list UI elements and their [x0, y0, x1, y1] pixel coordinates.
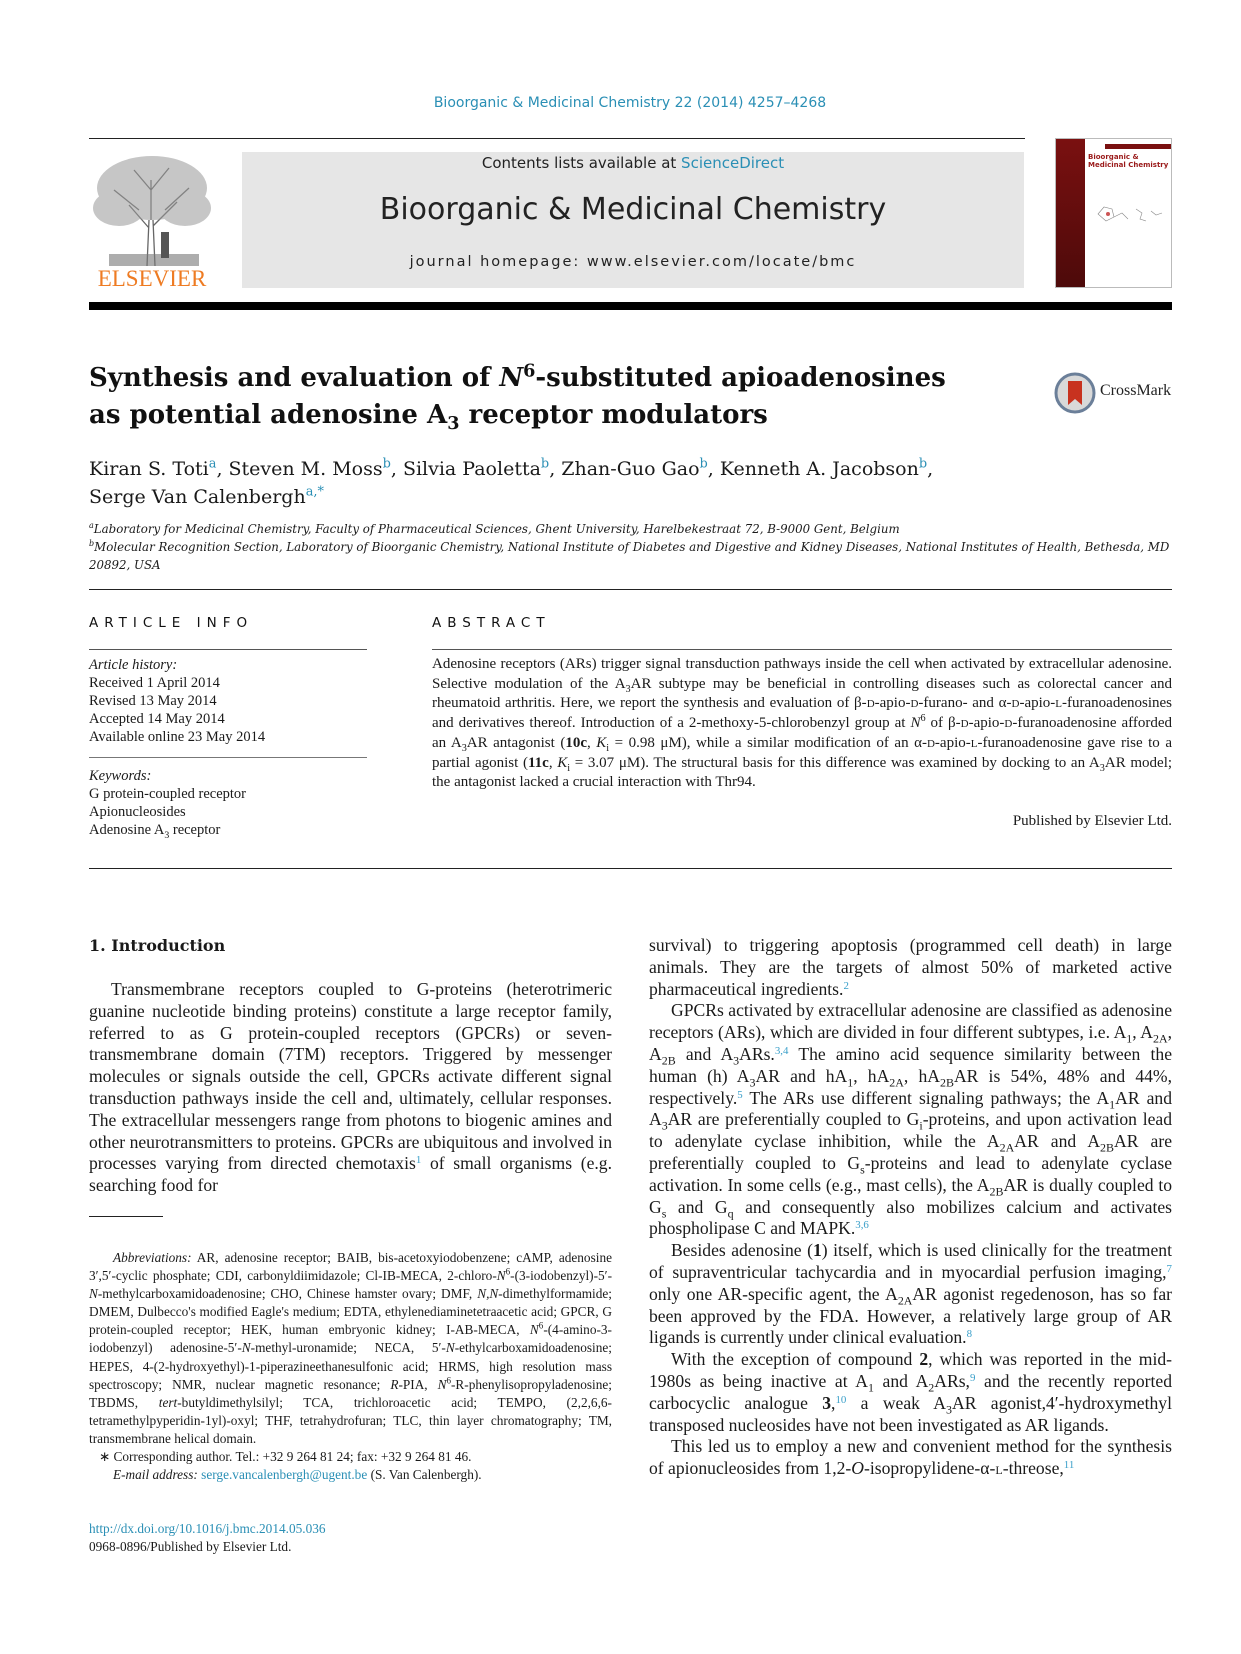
affiliation-marker[interactable]: a,*	[305, 484, 324, 500]
abstract-rule	[432, 649, 1172, 650]
text-run: Molecular Recognition Section, Laboratory of Bioorganic Chemistry, National Institute of Diabetes and Digestive and Kidney Diseases, National Institutes of Health, Bethesda, MD 20892, USA	[89, 540, 1170, 572]
affiliation-marker[interactable]: b	[699, 456, 708, 472]
text-run: d	[960, 715, 969, 732]
text-run: ARs,	[934, 1370, 970, 1391]
text-run: O	[851, 1458, 864, 1479]
text-run: -(3-iodobenzyl)-5′-	[510, 1268, 612, 1284]
affiliation-marker[interactable]: b	[540, 456, 550, 472]
text-run: 3	[946, 1402, 952, 1417]
abstract-heading: ABSTRACT	[432, 615, 551, 631]
text-run: 2B	[1100, 1140, 1114, 1155]
text-run: , Silvia Paoletta	[390, 458, 541, 480]
text-run: R	[390, 1376, 399, 1392]
text-run: ,	[548, 754, 558, 771]
text-run: , hA	[903, 1065, 940, 1086]
text-run: , which was reported in the mid-1980s as being inactive at A	[649, 1349, 1172, 1391]
affiliation-marker[interactable]: a	[208, 456, 217, 472]
text-run: AR agonist regedenoson, has so far been approved by the FDA. However, a relatively large group of AR ligands is currently under clinical evaluation.	[649, 1283, 1172, 1348]
contents-line	[242, 152, 1024, 172]
text-run: AR antagonist (	[466, 734, 566, 751]
text-run: d	[1011, 695, 1020, 712]
elsevier-wordmark: ELSEVIER	[97, 266, 207, 291]
text-run: tert	[158, 1394, 178, 1410]
text-run: , Zhan-Guo Gao	[549, 458, 700, 480]
footnotes	[89, 1249, 612, 1484]
text-run: and A	[675, 1043, 734, 1064]
text-run: 3	[1099, 762, 1105, 774]
text-run: AR subtype may be beneficial in controlling diseases such as colorectal cancer and rheumatoid arthritis. Here, we report the synthesis and evaluation of β-	[432, 675, 1172, 712]
issn-line: 0968-0896/Published by Elsevier Ltd.	[89, 1539, 292, 1554]
text-run: -ethylcarboxamidoadenosine; HEPES, 4-(2-hydroxyethyl)-1-piperazineethanesulfonic acid; HRMS, high resolution mass spectroscopy; NMR, nuclear magnetic resonance;	[89, 1340, 612, 1392]
text-run: AR and A	[649, 1087, 1173, 1130]
text-run: With the exception of compound	[671, 1349, 920, 1370]
text-run: E-mail address:	[113, 1467, 198, 1483]
text-run: Laboratory for Medicinal Chemistry, Faculty of Pharmaceutical Sciences, Ghent University, Harelbekestraat 72, B-9000 Gent, Belgium	[93, 522, 900, 536]
citation-ref-link[interactable]: 1	[415, 1154, 422, 1167]
affiliation-rule	[89, 589, 1172, 590]
text-run: -furanoadenosines and derivatives thereof. Introduction of a 2-methoxy-5-chlorobenzyl group at	[432, 695, 1172, 732]
article-history	[89, 656, 367, 746]
text-run: ,	[831, 1392, 836, 1413]
crossmark-label: CrossMark	[1100, 382, 1172, 399]
text-run: -isopropylidene-α-	[864, 1458, 996, 1479]
sciencedirect-link[interactable]: ScienceDirect	[681, 154, 785, 172]
keyword	[89, 803, 367, 821]
text-run: N	[241, 1340, 251, 1356]
text-run: N	[496, 1268, 506, 1284]
text-run: AR is dually coupled to G	[649, 1174, 1172, 1217]
text-run: -furanoadenosine afforded an A	[432, 715, 1173, 751]
text-run: This led us to employ a new and convenient method for the synthesis of apionucleosides from 1,2-	[649, 1436, 1172, 1479]
text-run: AR model; the antagonist lacked a crucial interaction with Thr94.	[432, 754, 1173, 791]
elsevier-tree-icon	[89, 150, 215, 268]
text-run: 3	[733, 1053, 740, 1068]
text-run: -apio-	[874, 695, 911, 712]
text-run: AR, adenosine receptor; BAIB, bis-acetoxyiodobenzene; cAMP, adenosine 3′,5′-cyclic phosphate; CDI, carbonyldiimidazole; Cl-IB-MECA, 2-chloro-	[89, 1250, 612, 1284]
text-run: The amino acid sequence similarity between the human (h) A	[649, 1043, 1172, 1086]
text-run: 3	[625, 683, 631, 695]
text-run: i	[606, 742, 610, 754]
text-run: , A	[649, 1022, 1172, 1064]
text-run: -PIA,	[398, 1376, 438, 1392]
text-run: 2B	[661, 1053, 676, 1068]
keywords-rule	[89, 757, 367, 758]
text-run: 3	[822, 1392, 832, 1413]
homepage-url[interactable]: www.elsevier.com/locate/bmc	[586, 254, 857, 270]
citation-ref-link[interactable]: 11	[1063, 1459, 1075, 1472]
citation-ref-link[interactable]: 3,4	[774, 1044, 789, 1057]
text-run: 2B	[989, 1184, 1004, 1199]
text-run: AR are preferentially coupled to G	[667, 1109, 920, 1130]
text-run: ∗ Corresponding author. Tel.: +32 9 264 81 24; fax: +32 9 264 81 46.	[99, 1449, 472, 1465]
text-run: 6	[538, 1320, 544, 1331]
text-run: Transmembrane receptors coupled to G-proteins (heterotrimeric guanine nucleotide binding proteins) constitute a large receptor family, referred to as G protein-coupled receptors (GPCRs) or seven-transmembrane domain (7TM) receptors. Triggered by messenger molecules or signals outside the cell, GPCRs activate different signal transduction pathways inside the cell and, ultimately, cellular responses. The extracellular messengers range from photons to biogenic amines and other neurotransmitters to proteins. GPCRs are ubiquitous and involved in processes varying from directed chemotaxis	[89, 979, 612, 1174]
citation-ref-link[interactable]: 7	[1166, 1262, 1172, 1275]
text-run: Besides adenosine (	[671, 1240, 813, 1261]
text-run: 3	[461, 742, 467, 754]
journal-homepage	[242, 254, 1024, 270]
text-run: survival) to triggering apoptosis (programmed cell death) in large animals. They are the targets of almost 50% of marketed active pharmaceutical ingredients.	[649, 935, 1172, 999]
text-run: -furano- and α-	[918, 695, 1012, 712]
molecule-illustration-icon	[1096, 199, 1166, 229]
keyword	[89, 785, 367, 803]
affiliation-a	[89, 520, 1172, 538]
crossmark-icon	[1054, 372, 1096, 414]
article-info-rule	[89, 649, 367, 650]
affiliation-b	[89, 538, 1172, 574]
text-run: -apio-	[934, 734, 971, 751]
text-run: a weak A	[846, 1392, 946, 1413]
text-run: = 0.98 μM), while a similar modification of an α-	[609, 734, 927, 751]
text-run: Adenosine receptors (ARs) trigger signal transduction pathways inside the cell when activated by extracellular adenosine. Selective modulation of the A	[432, 656, 1172, 692]
keywords-label: Keywords:	[89, 768, 152, 784]
text-run: Abbreviations:	[113, 1250, 192, 1265]
email-link[interactable]: serge.vancalenbergh@ugent.be	[201, 1467, 368, 1483]
text-run: d	[926, 734, 935, 751]
author-list	[89, 455, 1089, 511]
journal-cover-image[interactable]	[1055, 138, 1172, 288]
cover-bar	[1105, 144, 1171, 149]
text-run: Synthesis and evaluation of	[89, 363, 500, 393]
header-divider	[89, 302, 1172, 310]
text-run: 1	[867, 1380, 874, 1395]
text-run: receptor modulators	[459, 400, 768, 430]
text-run: ,	[927, 458, 934, 480]
text-run: 6	[446, 1375, 451, 1386]
section-heading-introduction: 1. Introduction	[89, 936, 226, 955]
citation-ref-link[interactable]: 5	[737, 1088, 743, 1101]
text-run: 2A	[889, 1075, 904, 1090]
text-run: Kiran S. Toti	[89, 458, 209, 480]
cover-title: Bioorganic & Medicinal Chemistry	[1088, 153, 1169, 169]
text-run: and the recently reported carbocyclic analogue	[649, 1370, 1173, 1413]
header-rule	[89, 138, 1025, 139]
text-run: receptor	[169, 822, 221, 838]
text-run: ) itself, which is used clinically for the treatment of supraventricular tachycardia and in myocardial perfusion imaging,	[649, 1240, 1172, 1282]
text-run: of β-	[925, 715, 961, 732]
text-run: 1	[812, 1240, 822, 1261]
text-run: and A	[873, 1370, 929, 1391]
text-run: AR are preferentially coupled to G	[649, 1131, 1173, 1173]
text-run: -proteins and lead to adenylate cyclase activation. In some cells (e.g., mast cells), the A	[649, 1152, 1173, 1195]
text-run: N,N	[477, 1286, 499, 1302]
text-run: -proteins, and upon activation lead to adenylate cyclase inhibition, while the A	[649, 1109, 1173, 1152]
text-run: K	[596, 734, 607, 751]
text-run: as potential adenosine A	[89, 400, 448, 430]
text-run: AR and A	[1014, 1131, 1101, 1152]
text-run: -(4-amino-3-iodobenzyl) adenosine-5′-	[89, 1322, 612, 1356]
citation-ref-link[interactable]: 9	[969, 1371, 976, 1384]
text-run: l	[995, 1458, 1003, 1479]
email-footnote	[89, 1466, 612, 1484]
text-run: 2B	[939, 1075, 954, 1090]
text-run: and consequently also mobilizes calcium and activates phospholipase C and MAPK.	[649, 1196, 1172, 1239]
text-run: a	[89, 521, 94, 531]
text-run: -apio-	[968, 715, 1005, 732]
text-run: 2A	[1152, 1031, 1168, 1046]
article-info-heading: ARTICLE INFO	[89, 615, 254, 631]
text-run: , hA	[853, 1065, 890, 1086]
text-run: N	[437, 1376, 447, 1392]
history-revised: Revised 13 May 2014	[89, 693, 217, 709]
cover-strip	[1056, 139, 1085, 287]
text-run: 2	[928, 1380, 935, 1395]
body-paragraph	[649, 1436, 1172, 1480]
text-run: 6	[920, 713, 926, 725]
body-paragraph	[89, 979, 612, 1197]
text-run: 11c	[527, 754, 549, 771]
affiliation-marker[interactable]: b	[918, 456, 928, 472]
text-run: b	[89, 539, 95, 549]
text-run: AR is 54%, 48% and 44%, respectively.	[649, 1065, 1172, 1108]
text-run: -substituted apioadenosines	[535, 363, 946, 393]
text-run: i	[919, 1118, 923, 1133]
text-run: of small organisms (e.g. searching food for	[89, 1153, 612, 1196]
text-run: only one AR-specific agent, the A	[649, 1283, 898, 1304]
crossmark-button[interactable]	[1054, 372, 1184, 414]
text-run: 2A	[897, 1293, 913, 1308]
text-run: (S. Van Calenbergh).	[367, 1467, 482, 1483]
text-run: N	[529, 1322, 539, 1338]
text-run: ARs.	[739, 1043, 775, 1064]
text-run: K	[557, 754, 568, 771]
text-run: s	[860, 1162, 865, 1177]
journal-title: Bioorganic & Medicinal Chemistry	[379, 192, 887, 227]
text-run: 6	[505, 1266, 511, 1277]
text-run: i	[567, 762, 571, 774]
text-run: d	[866, 695, 875, 712]
citation-ref-link[interactable]: 10	[835, 1393, 847, 1406]
text-run: l	[1055, 695, 1063, 712]
abbreviations-footnote	[89, 1249, 612, 1448]
text-run: = 3.07 μM). The structural basis for this difference was examined by docking to an A	[570, 754, 1100, 771]
text-run: 2	[919, 1349, 929, 1370]
text-run: GPCRs activated by extracellular adenosine are classified as adenosine receptors (ARs), which are divided in four different subtypes, i.e. A	[649, 1000, 1172, 1043]
citation-ref-link[interactable]: 3,6	[855, 1219, 869, 1232]
article-title	[89, 360, 969, 434]
text-run: -butyldimethylsilyl; TCA, trichloroacetic acid; TEMPO, (2,2,6,6-tetramethylpyperidin-1yl)-oxyl; THF, tetrahydrofuran; TLC, thin layer chromatography; TM, transmembrane helical domain.	[89, 1394, 612, 1446]
body-paragraph	[649, 1000, 1172, 1240]
text-run: Serge Van Calenbergh	[89, 486, 306, 508]
text-run: 6	[523, 360, 536, 382]
citation-ref-link[interactable]: 8	[966, 1328, 973, 1341]
text-run: -dimethylformamide; DMEM, Dulbecco's modified Eagle's medium; EDTA, ethylenediaminetetraacetic acid; GPCR, G protein-coupled receptor; HEK, human embryonic kidney; I-AB-MECA,	[89, 1286, 612, 1338]
text-run: d	[910, 695, 919, 712]
text-run: and G	[666, 1196, 728, 1217]
text-run: 3	[661, 1118, 668, 1133]
text-run: , A	[1132, 1022, 1153, 1043]
text-run: d	[1004, 715, 1013, 732]
doi-block	[89, 1520, 326, 1556]
history-accepted: Accepted 14 May 2014	[89, 711, 225, 727]
body-paragraph	[649, 935, 1172, 1000]
text-run: 1	[1109, 1097, 1116, 1112]
text-run: 2A	[999, 1140, 1015, 1155]
text-run: N	[445, 1340, 455, 1356]
history-label: Article history:	[89, 657, 178, 673]
abstract-bottom-rule	[89, 868, 1172, 869]
text-run: , Kenneth A. Jacobson	[707, 458, 919, 480]
history-online: Available online 23 May 2014	[89, 729, 266, 745]
keywords	[89, 767, 367, 839]
text-run: l	[970, 734, 978, 751]
text-run: -methylcarboxamidoadenosine; CHO, Chinese hamster ovary; DMF,	[97, 1286, 478, 1302]
body-left-column	[89, 979, 612, 1197]
text-run: N	[89, 1286, 98, 1302]
affiliation-marker[interactable]: b	[382, 456, 391, 472]
homepage-label: journal homepage:	[409, 254, 587, 270]
text-run: AR agonist,4′-hydroxymethyl transposed nucleosides have not been investigated as AR ligands.	[649, 1392, 1172, 1435]
text-run: AR and hA	[755, 1065, 848, 1086]
text-run: ,	[586, 734, 597, 751]
text-run: -R-phenylisopropyladenosine; TBDMS,	[89, 1376, 612, 1410]
text-run: Adenosine A	[89, 822, 165, 838]
body-paragraph	[649, 1240, 1172, 1349]
body-right-column	[649, 935, 1172, 1480]
text-run: 3	[749, 1075, 756, 1090]
body-paragraph	[649, 1349, 1172, 1436]
elsevier-logo	[89, 150, 215, 292]
text-run: , Steven M. Moss	[216, 458, 383, 480]
publisher-note: Published by Elsevier Ltd.	[1012, 813, 1172, 829]
keyword	[89, 821, 367, 839]
text-run: -threose,	[1002, 1458, 1064, 1479]
text-run: 3	[447, 413, 460, 435]
citation-ref-link[interactable]: 2	[843, 979, 849, 992]
text-run: N	[499, 363, 524, 393]
doi-link[interactable]: http://dx.doi.org/10.1016/j.bmc.2014.05.036	[89, 1521, 326, 1536]
text-run: 10c	[565, 734, 587, 751]
text-run: The ARs use different signaling pathways; the A	[742, 1087, 1110, 1108]
journal-citation[interactable]: Bioorganic & Medicinal Chemistry 22 (2014) 4257–4268	[433, 95, 827, 111]
text-run: G protein-coupled receptor	[89, 786, 247, 802]
text-run: Apionucleosides	[89, 804, 186, 820]
text-run: -methyl-uronamide; NECA, 5′-	[250, 1340, 446, 1356]
journal-banner	[242, 152, 1024, 288]
text-run: N	[910, 715, 921, 732]
text-run: 3	[164, 829, 170, 841]
footnote-rule	[89, 1216, 163, 1217]
text-run: -apio-	[1019, 695, 1056, 712]
abstract-text	[432, 655, 1172, 793]
text-run: s	[661, 1206, 667, 1221]
text-run: 1	[847, 1075, 854, 1090]
text-run: q	[727, 1206, 734, 1221]
history-received: Received 1 April 2014	[89, 675, 220, 691]
corresponding-author-footnote	[89, 1448, 612, 1466]
text-run: -furanoadenosine gave rise to a partial agonist (	[432, 734, 1172, 771]
contents-label: Contents lists available at	[481, 154, 682, 172]
text-run: 1	[1126, 1031, 1133, 1046]
